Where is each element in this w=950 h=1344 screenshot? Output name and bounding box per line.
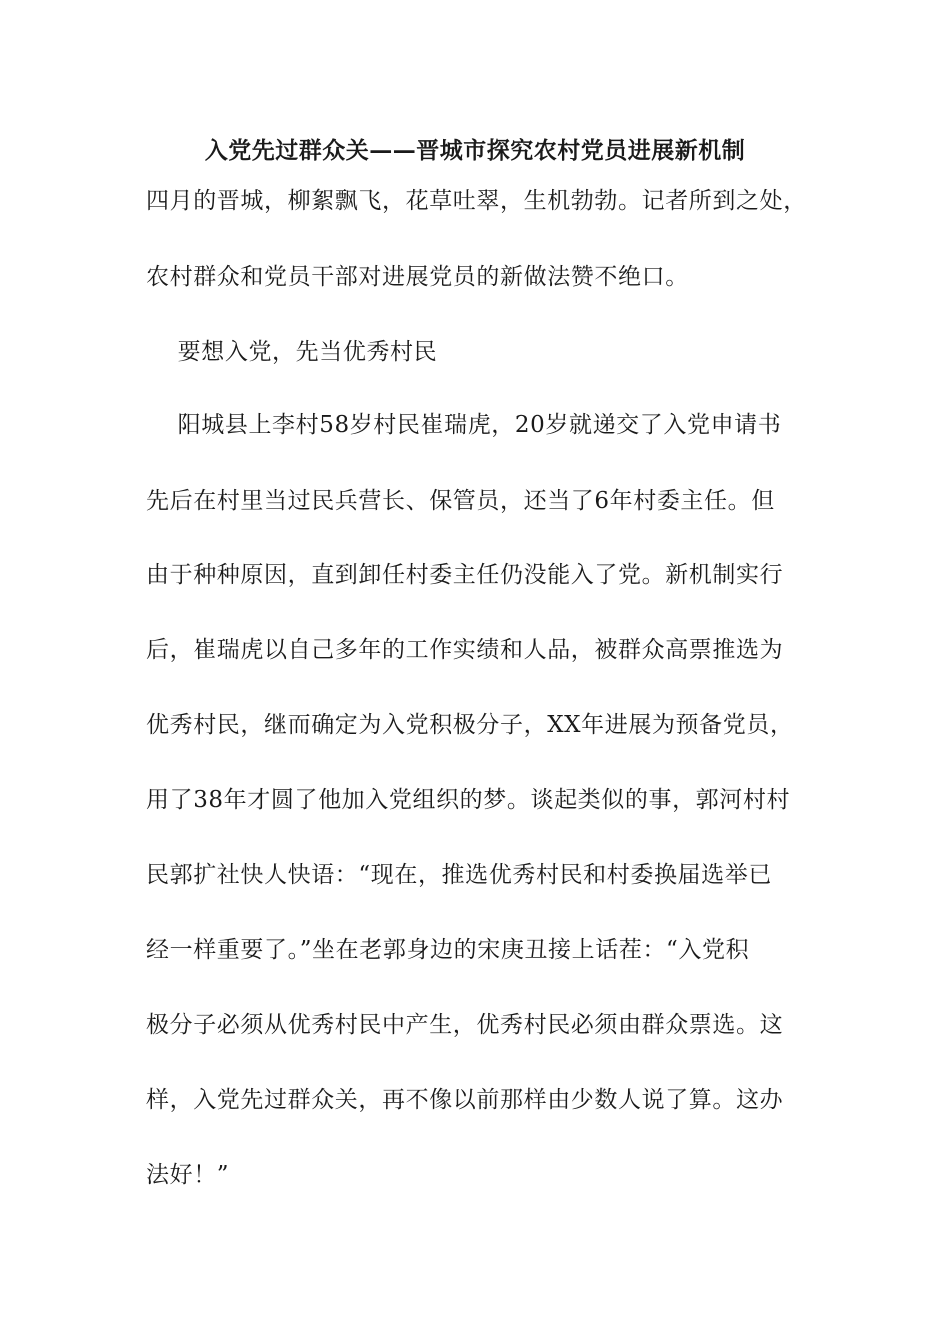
paragraph-line: 阳城县上李村58岁村民崔瑞虎，20岁就递交了入党申请书	[146, 412, 782, 438]
paragraph-line: 优秀村民，继而确定为入党积极分子，XX年进展为预备党员，	[146, 712, 794, 738]
paragraph-line: 用了38年才圆了他加入党组织的梦。谈起类似的事，郭河村村	[146, 787, 791, 813]
paragraph-line: 极分子必须从优秀村民中产生，优秀村民必须由群众票选。这	[146, 1012, 784, 1038]
section-heading: 要想入党，先当优秀村民	[146, 339, 438, 365]
paragraph-line: 民郭扩社快人快语：“现在，推选优秀村民和村委换届选举已	[146, 862, 772, 888]
paragraph-line: 样，入党先过群众关，再不像以前那样由少数人说了算。这办	[146, 1087, 784, 1113]
document-title: 入党先过群众关——晋城市探究农村党员进展新机制	[204, 137, 746, 164]
paragraph-line: 农村群众和党员干部对进展党员的新做法赞不绝口。	[146, 264, 689, 290]
paragraph-line: 由于种种原因，直到卸任村委主任仍没能入了党。新机制实行	[146, 562, 784, 588]
paragraph-line: 后，崔瑞虎以自己多年的工作实绩和人品，被群众高票推选为	[146, 637, 784, 663]
paragraph-line: 四月的晋城，柳絮飘飞，花草吐翠，生机勃勃。记者所到之处，	[146, 188, 807, 214]
paragraph-line: 先后在村里当过民兵营长、保管员，还当了6年村委主任。但	[146, 488, 775, 514]
paragraph-line: 法好！”	[146, 1162, 230, 1188]
paragraph-line: 经一样重要了。”坐在老郭身边的宋庚丑接上话茬：“入党积	[146, 937, 750, 963]
